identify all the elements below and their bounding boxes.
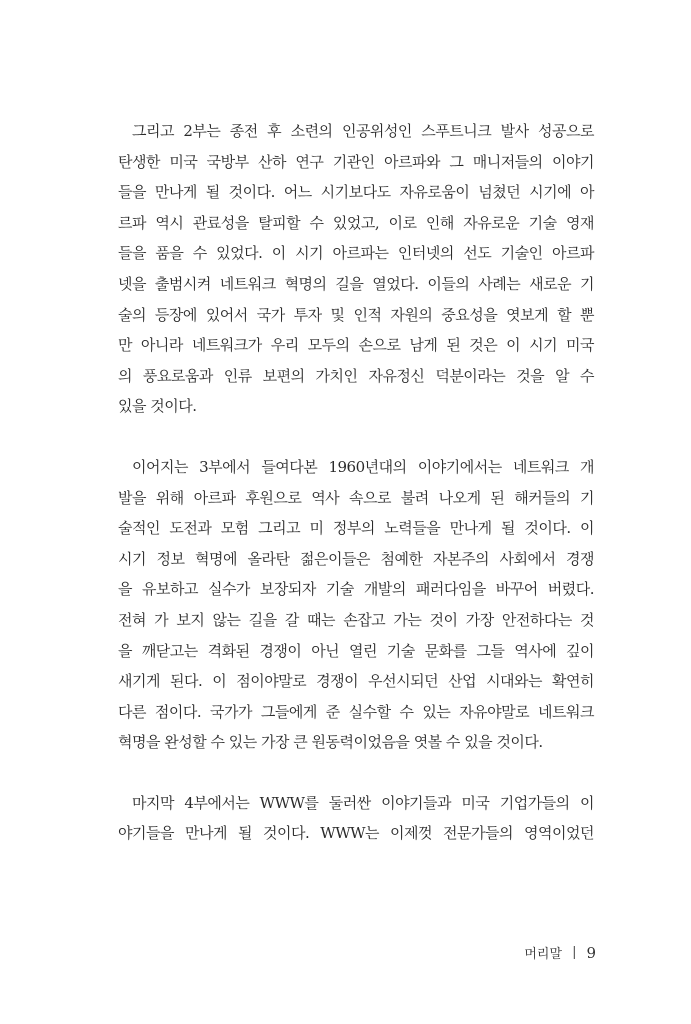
page-body	[118, 116, 594, 849]
page-footer	[524, 943, 596, 962]
paragraph-gap	[118, 422, 594, 452]
text-line: 술의 등장에 있어서 국가 투자 및 인적 자원의 중요성을 엿보게 할 뿐	[118, 305, 594, 324]
text-line: 을 깨닫고는 격화된 경쟁이 아닌 열린 기술 문화를 그들 역사에 깊이	[118, 641, 594, 660]
text-line: 의 풍요로움과 인류 보편의 가치인 자유정신 덕분이라는 것을 알 수	[118, 366, 594, 385]
text-line: 그리고 2부는 종전 후 소련의 인공위성인 스푸트니크 발사 성공으로	[132, 122, 594, 140]
paragraph-part3	[118, 452, 594, 758]
text-line: 이어지는 3부에서 들여다본 1960년대의 이야기에서는 네트워크 개	[132, 457, 594, 476]
text-line: 발을 위해 아르파 후원으로 역사 속으로 불려 나오게 된 해커들의 기	[118, 488, 594, 507]
text-line: 들을 품을 수 있었다. 이 시기 아르파는 인터넷의 선도 기술인 아르파	[118, 244, 594, 263]
paragraph-gap	[118, 758, 594, 788]
paragraph-part4	[118, 788, 594, 849]
text-line: 전혀 가 보지 않는 길을 갈 때는 손잡고 가는 것이 가장 안전하다는 것	[118, 610, 594, 629]
text-line: 술적인 도전과 모험 그리고 미 정부의 노력들을 만나게 될 것이다. 이	[118, 519, 594, 538]
text-line: 새기게 된다. 이 점이야말로 경쟁이 우선시되던 산업 시대와는 확연히	[118, 672, 594, 691]
text-line: 마지막 4부에서는 WWW를 둘러싼 이야기들과 미국 기업가들의 이	[132, 793, 594, 812]
footer-separator: |	[572, 945, 577, 960]
text-line: 탄생한 미국 국방부 산하 연구 기관인 아르파와 그 매니저들의 이야기	[118, 152, 594, 171]
text-line: 들을 만나게 될 것이다. 어느 시기보다도 자유로움이 넘쳤던 시기에 아	[118, 183, 594, 202]
text-line: 넷을 출범시켜 네트워크 혁명의 길을 열었다. 이들의 사례는 새로운 기	[118, 274, 594, 293]
text-line: 있을 것이다.	[118, 397, 197, 416]
text-line: 혁명을 완성할 수 있는 가장 큰 원동력이었음을 엿볼 수 있을 것이다.	[118, 733, 543, 752]
text-line: 르파 역시 관료성을 탈피할 수 있었고, 이로 인해 자유로운 기술 영재	[118, 213, 594, 232]
text-line: 시기 정보 혁명에 올라탄 젊은이들은 첨예한 자본주의 사회에서 경쟁	[118, 549, 594, 568]
text-line: 만 아니라 네트워크가 우리 모두의 손으로 남게 된 것은 이 시기 미국	[118, 336, 594, 355]
paragraph-part2	[118, 116, 594, 422]
text-line: 야기들을 만나게 될 것이다. WWW는 이제껏 전문가들의 영역이었던	[118, 824, 594, 843]
text-line: 을 유보하고 실수가 보장되자 기술 개발의 패러다임을 바꾸어 버렸다.	[118, 580, 594, 599]
running-section-title: 머리말	[524, 947, 563, 962]
page-number: 9	[586, 943, 596, 962]
text-line: 다른 점이다. 국가가 그들에게 준 실수할 수 있는 자유야말로 네트워크	[118, 702, 594, 721]
